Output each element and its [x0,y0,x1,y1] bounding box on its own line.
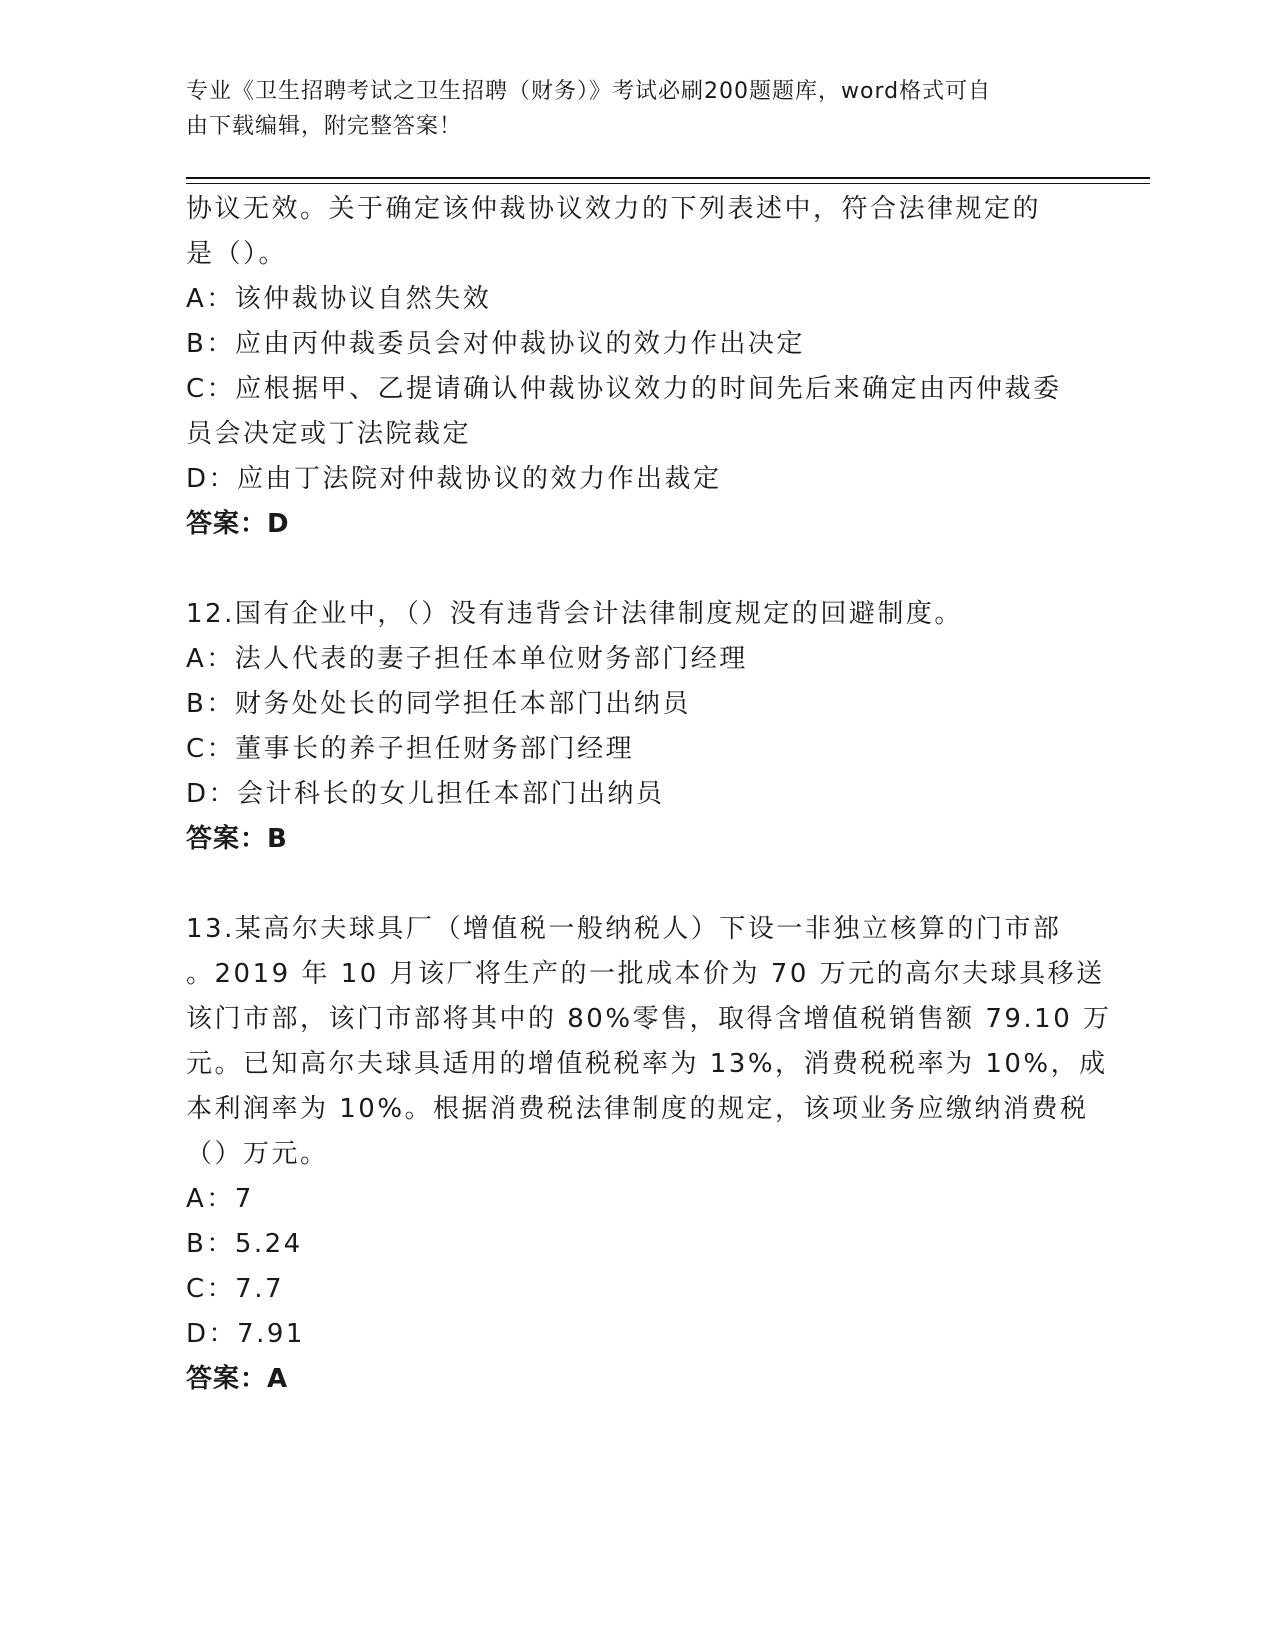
document-body [186,187,1146,1402]
question-stem-line: （）万元。 [186,1139,329,1169]
answer-label: 答案：A [186,1364,289,1394]
question-12 [186,592,1146,862]
option-a: A：该仲裁协议自然失效 [186,284,492,314]
option-c: C：应根据甲、乙提请确认仲裁协议效力的时间先后来确定由丙仲裁委 [186,374,1062,404]
question-spacer [186,862,1146,907]
question-stem-line: 是（）。 [186,239,288,269]
header-divider-thin [186,183,1150,184]
option-d: D：应由丁法院对仲裁协议的效力作出裁定 [186,464,722,494]
page-header [186,74,1066,144]
answer-label: 答案：B [186,824,288,854]
header-divider-thick [186,177,1150,179]
option-c: C：董事长的养子担任财务部门经理 [186,734,635,764]
question-stem-line: 该门市部，该门市部将其中的 80%零售，取得含增值税销售额 79.10 万 [186,1004,1112,1034]
question-13 [186,907,1146,1402]
header-title-line-1: 专业《卫生招聘考试之卫生招聘（财务）》考试必刷200题题库，word格式可自 [186,79,992,104]
question-stem-line: 本利润率为 10%。根据消费税法律制度的规定，该项业务应缴纳消费税 [186,1094,1089,1124]
option-b: B：财务处处长的同学担任本部门出纳员 [186,689,691,719]
option-d: D：会计科长的女儿担任本部门出纳员 [186,779,665,809]
question-11 [186,187,1146,547]
option-c-continued: 员会决定或丁法院裁定 [186,419,472,449]
header-title-line-2: 由下载编辑，附完整答案！ [186,114,463,139]
option-b: B：应由丙仲裁委员会对仲裁协议的效力作出决定 [186,329,805,359]
question-spacer [186,547,1146,592]
answer-label: 答案：D [186,509,290,539]
question-stem-line: 13.某高尔夫球具厂（增值税一般纳税人）下设一非独立核算的门市部 [186,914,1062,944]
option-b: B：5.24 [186,1229,303,1259]
option-d: D：7.91 [186,1319,305,1349]
option-a: A：7 [186,1184,254,1214]
option-a: A：法人代表的妻子担任本单位财务部门经理 [186,644,748,674]
question-stem-line: 协议无效。关于确定该仲裁协议效力的下列表述中，符合法律规定的 [186,194,1042,224]
question-stem-line: 元。已知高尔夫球具适用的增值税税率为 13%，消费税税率为 10%，成 [186,1049,1108,1079]
option-c: C：7.7 [186,1274,285,1304]
question-stem-line: 。2019 年 10 月该厂将生产的一批成本价为 70 万元的高尔夫球具移送 [186,959,1105,989]
question-stem: 12.国有企业中，（）没有违背会计法律制度规定的回避制度。 [186,599,963,629]
